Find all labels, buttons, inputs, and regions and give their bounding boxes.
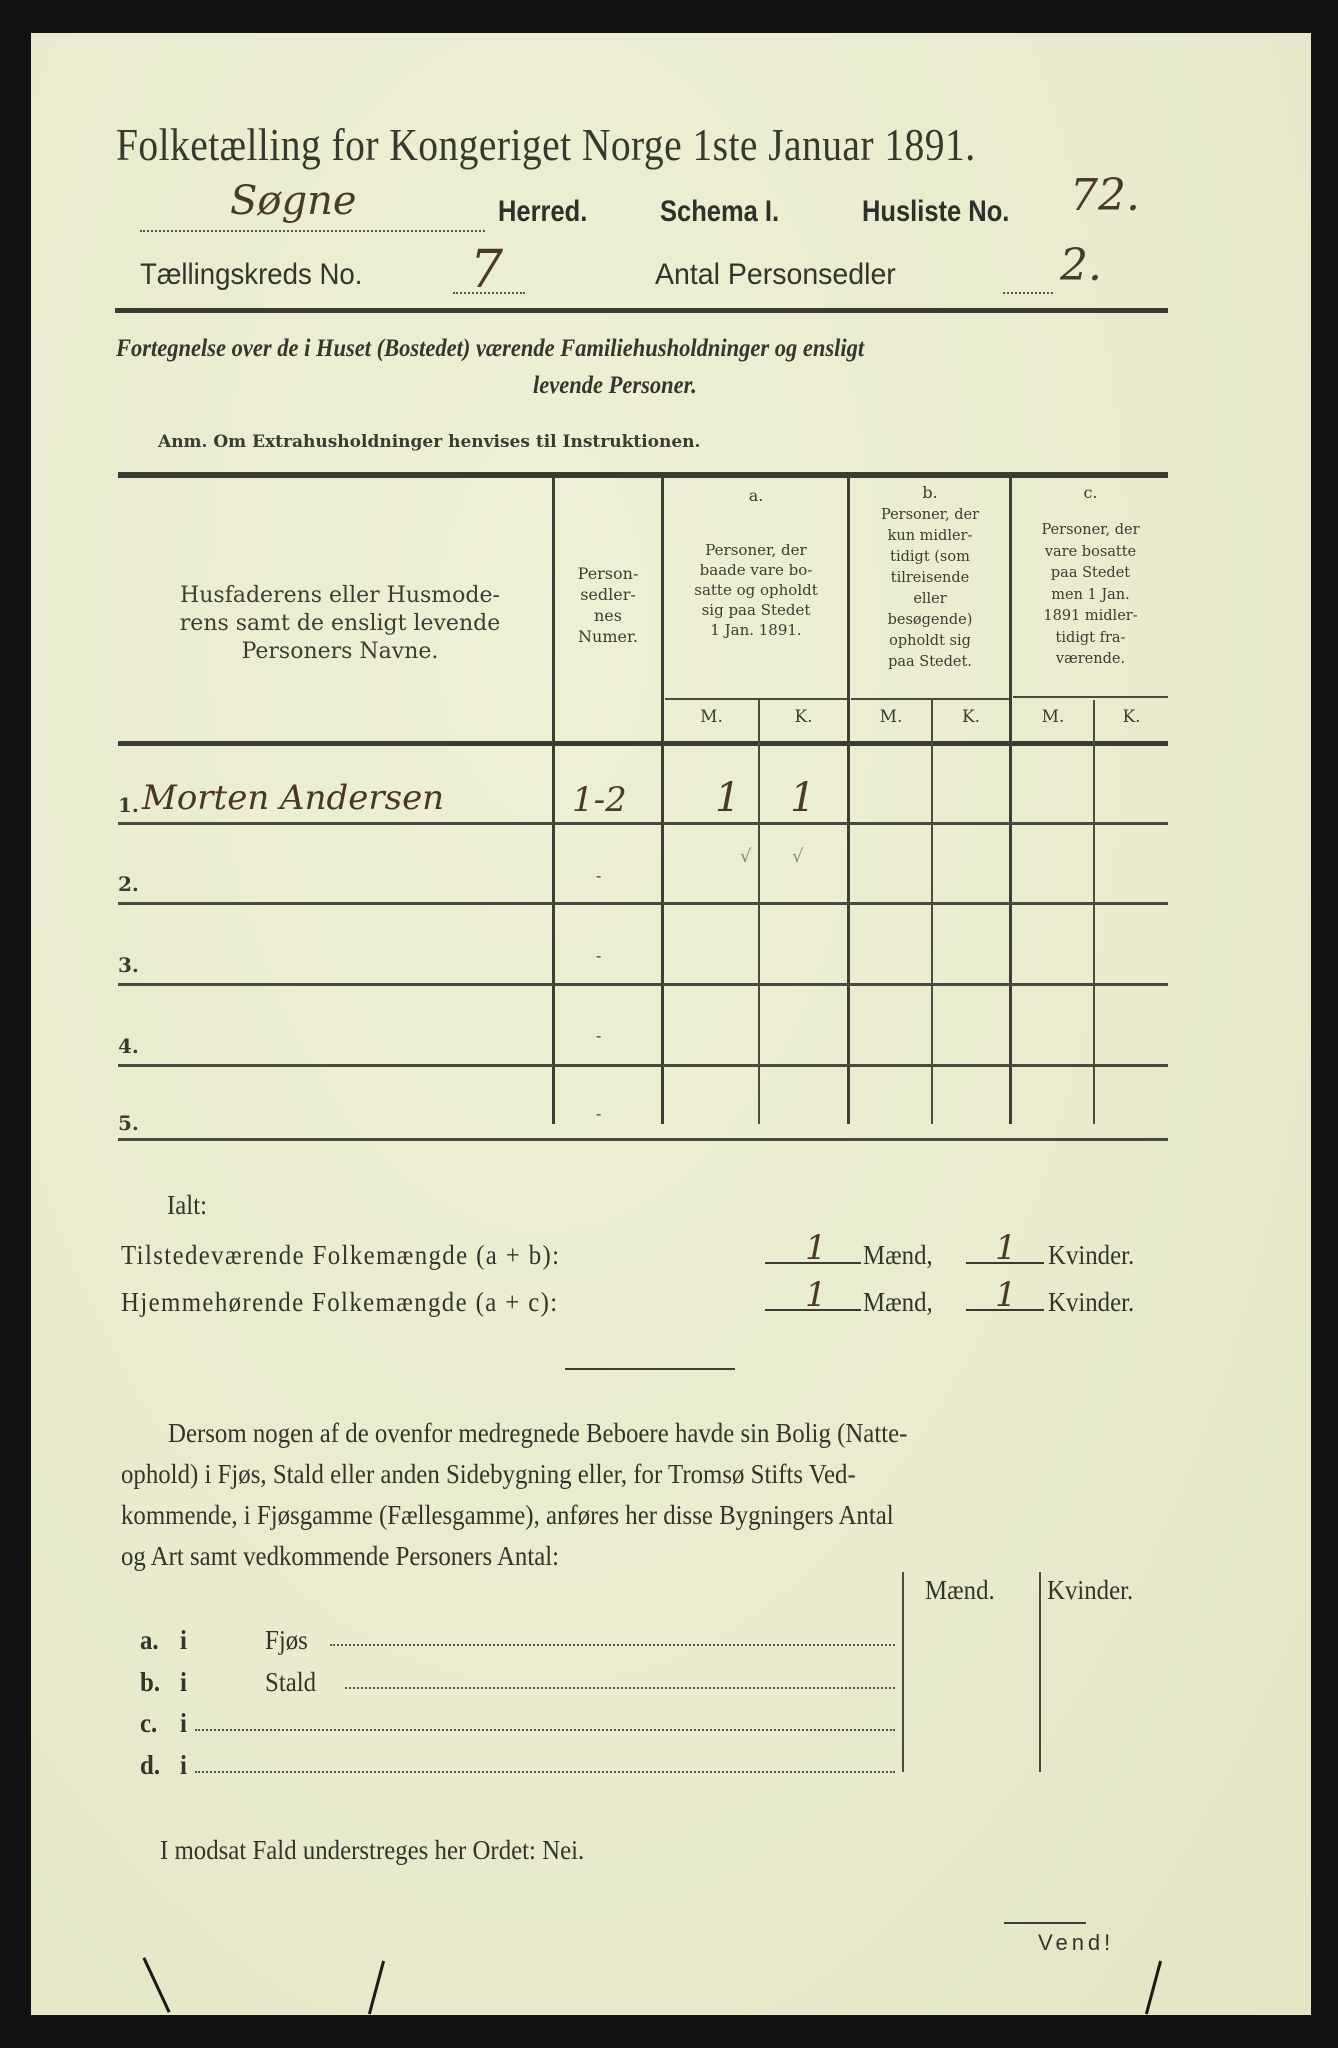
herred-value: Søgne <box>230 178 357 224</box>
col-num-header-l2: sedler- <box>580 585 636 604</box>
col-num-header-l1: Person- <box>577 564 639 583</box>
buildings-maend-header: Mænd. <box>925 1575 995 1605</box>
census-form-page <box>31 33 1311 2015</box>
col-c-l5: 1891 midler- <box>1043 608 1138 624</box>
antal-personsedler-value: 2. <box>1060 240 1102 291</box>
building-c-letter: c. <box>140 1708 158 1738</box>
col-b-l3: tidigt (som <box>890 549 970 565</box>
col-c-l4: men 1 Jan. <box>1051 586 1130 603</box>
husliste-value: 72. <box>1070 170 1140 221</box>
col-a-l3: satte og opholdt <box>694 581 818 599</box>
section-divider <box>565 1368 735 1370</box>
col-a-l1: Personer, der <box>705 541 807 559</box>
col-b-l5: eller <box>913 591 947 607</box>
taellingskreds-value: 7 <box>470 240 504 300</box>
herred-label: Herred. <box>498 195 588 228</box>
paragraph-line3: kommende, i Fjøsgamme (Fællesgamme), anføres her disse Bygningers Antal <box>121 1500 894 1530</box>
anm-note: Anm. Om Extrahusholdninger henvises til Instruktionen. <box>158 432 701 452</box>
row-3-sedler: - <box>596 946 602 965</box>
col-a-l2: baade vare bo- <box>699 561 813 579</box>
col-a-m: M. <box>700 707 723 727</box>
col-a-l4: sig paa Stedet <box>701 601 811 619</box>
paragraph-line2: ophold) i Fjøs, Stald eller anden Sidebygning eller, for Tromsø Stifts Ved- <box>121 1459 856 1489</box>
row-5-line <box>118 1138 1168 1141</box>
col-name-header-l2: rens samt de ensligt levende <box>179 611 501 636</box>
line1-kvinder-label: Kvinder. <box>1048 1240 1135 1270</box>
col-b-l1: Personer, der <box>880 507 980 523</box>
col-c-sub-line <box>1013 696 1168 698</box>
row-5-num: 5. <box>118 1111 139 1135</box>
row-2-sedler: - <box>596 866 602 885</box>
building-c-dots <box>195 1725 895 1731</box>
row-2-a-k-check: √ <box>792 846 804 867</box>
line1-maend-label: Mænd, <box>863 1240 933 1270</box>
col-divider-num <box>661 476 664 1124</box>
building-d-letter: d. <box>140 1750 161 1780</box>
taellingskreds-label: Tællingskreds No. <box>140 258 363 291</box>
col-name-header-l1: Husfaderens eller Husmode- <box>180 583 500 608</box>
building-b-dots <box>345 1683 895 1689</box>
tilstedevaerende-label: Tilstedeværende Folkemængde (a + b): <box>121 1240 561 1270</box>
col-a-sub-line <box>665 698 847 700</box>
col-a-l5: 1 Jan. 1891. <box>710 621 802 639</box>
row-1-num: 1. <box>118 793 139 817</box>
row-3-line <box>118 983 1168 986</box>
col-b-l4: tilreisende <box>890 570 970 586</box>
row-1-a-m: 1 <box>715 775 741 821</box>
antal-personsedler-label: Antal Personsedler <box>655 258 896 291</box>
col-a-letter: a. <box>748 486 764 505</box>
line2-kvinder-value: 1 <box>995 1275 1017 1315</box>
antal-dotted-line <box>1003 288 1053 294</box>
line2-maend-label: Mænd, <box>863 1287 933 1317</box>
col-c-l6: tidigt fra- <box>1055 629 1126 646</box>
building-a-letter: a. <box>140 1625 159 1655</box>
col-divider-a-mk <box>758 700 760 1124</box>
ialt-label: Ialt: <box>167 1190 208 1220</box>
col-b-l7: opholdt sig <box>889 633 971 649</box>
col-b-sub-line <box>851 698 1009 700</box>
building-d-dots <box>195 1767 895 1773</box>
col-c-letter: c. <box>1083 483 1098 502</box>
form-title: Folketælling for Kongeriget Norge 1ste Januar 1891. <box>116 119 976 170</box>
col-divider-b-mk <box>931 700 933 1124</box>
col-num-header-l3: nes <box>594 606 622 625</box>
col-a-k: K. <box>794 707 813 727</box>
col-divider-c-mk <box>1093 700 1095 1124</box>
row-2-line <box>118 902 1168 905</box>
husliste-label: Husliste No. <box>862 195 1010 228</box>
row-4-line <box>118 1064 1168 1067</box>
paragraph-line1: Dersom nogen af de ovenfor medregnede Beboere havde sin Bolig (Natte- <box>168 1418 908 1448</box>
building-a-label: Fjøs <box>265 1625 308 1655</box>
row-1-line <box>118 822 1168 825</box>
col-c-l3: paa Stedet <box>1050 565 1131 581</box>
subtitle-line1: Fortegnelse over de i Huset (Bostedet) værende Familiehusholdninger og ensligt <box>116 335 865 362</box>
col-b-letter: b. <box>922 483 938 502</box>
col-num-header-l4: Numer. <box>578 627 638 646</box>
col-c-l7: værende. <box>1055 651 1126 667</box>
col-b-l6: besøgende) <box>887 612 973 628</box>
col-b-header <box>851 505 1009 673</box>
row-2-a-m-check: √ <box>740 846 752 867</box>
line2-maend-value: 1 <box>805 1275 827 1315</box>
row-4-num: 4. <box>118 1034 139 1058</box>
buildings-kvinder-header: Kvinder. <box>1047 1575 1134 1605</box>
col-b-l2: kun midler- <box>887 528 973 544</box>
col-name-header-l3: Personers Navne. <box>241 639 439 664</box>
subtitle-line2: levende Personer. <box>533 372 697 399</box>
line1-kvinder-value: 1 <box>995 1228 1017 1268</box>
schema-label: Schema I. <box>660 195 780 228</box>
row-4-sedler: - <box>596 1026 602 1045</box>
col-a-header <box>665 540 847 640</box>
row-3-num: 3. <box>118 953 139 977</box>
hjemmehorende-label: Hjemmehørende Folkemængde (a + c): <box>121 1287 559 1317</box>
col-num-header <box>556 563 660 647</box>
building-b-prep: i <box>180 1667 187 1697</box>
building-b-letter: b. <box>140 1667 161 1697</box>
col-divider-a <box>847 476 850 1124</box>
header-divider <box>115 308 1168 313</box>
row-1-a-k: 1 <box>790 775 816 821</box>
row-5-sedler: - <box>596 1104 602 1123</box>
col-b-k: K. <box>961 707 981 727</box>
building-d-prep: i <box>180 1750 187 1780</box>
col-divider-b <box>1009 476 1012 1124</box>
row-2-num: 2. <box>118 872 139 896</box>
row-1-sedler: 1-2 <box>572 780 627 820</box>
nei-instruction: I modsat Fald understreges her Ordet: Nei. <box>160 1835 585 1865</box>
line1-maend-value: 1 <box>805 1228 827 1268</box>
building-a-dots <box>330 1640 895 1646</box>
col-name-header <box>140 582 540 666</box>
buildings-divider-1 <box>902 1572 904 1772</box>
col-c-header <box>1013 520 1168 671</box>
col-c-l1: Personer, der <box>1041 522 1140 538</box>
vend-label: Vend! <box>1038 1930 1115 1955</box>
vend-rule <box>1004 1922 1086 1924</box>
building-b-label: Stald <box>265 1667 317 1697</box>
col-b-m: M. <box>879 707 903 727</box>
paragraph-line4: og Art samt vedkommende Personers Antal: <box>121 1541 560 1571</box>
building-a-prep: i <box>180 1625 187 1655</box>
col-c-m: M. <box>1041 707 1065 727</box>
building-c-prep: i <box>180 1708 187 1738</box>
buildings-divider-2 <box>1039 1572 1041 1772</box>
col-c-l2: vare bosatte <box>1044 543 1137 560</box>
row-1-name: Morten Andersen <box>142 778 445 818</box>
line2-kvinder-label: Kvinder. <box>1048 1287 1135 1317</box>
col-b-l8: paa Stedet. <box>888 654 972 670</box>
col-divider-name <box>552 476 555 1124</box>
col-c-k: K. <box>1122 707 1141 727</box>
